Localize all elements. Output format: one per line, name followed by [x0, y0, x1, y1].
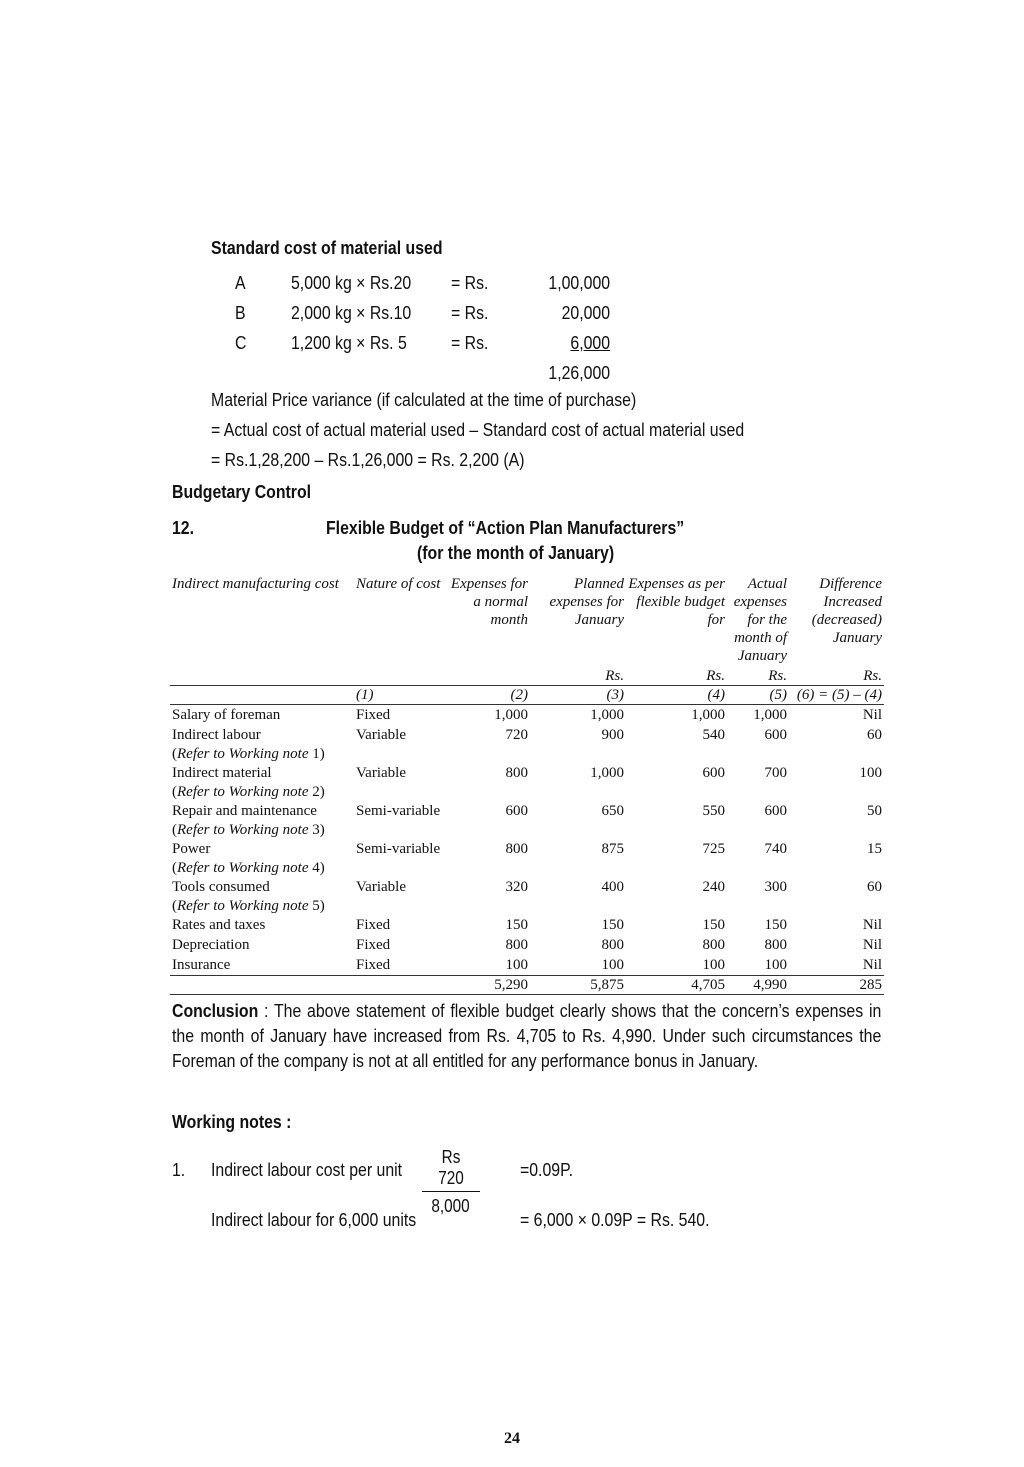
cost-cell: Tools consumed [172, 879, 270, 895]
table-row [170, 915, 884, 935]
normal-cell: 1,000 [494, 707, 528, 723]
standard-cost-row [0, 303, 1024, 327]
working-note-ref: (Refer to Working note 1) [172, 746, 325, 762]
difference-cell: Nil [862, 937, 882, 953]
normal-cell: 600 [505, 803, 528, 819]
actual-cell: 300 [764, 879, 787, 895]
flexible-cell: 725 [702, 841, 725, 857]
nature-cell: Variable [356, 879, 406, 895]
fraction-numerator: Rs 720 [422, 1147, 480, 1192]
nature-cell: Fixed [356, 957, 391, 973]
difference-cell: 60 [867, 879, 882, 895]
currency-cell [354, 667, 446, 686]
note-label: Indirect labour cost per unit [211, 1160, 403, 1180]
column-number: (2) [446, 686, 530, 705]
note-line2-label: Indirect labour for 6,000 units [211, 1210, 417, 1230]
note-line2-result: = 6,000 × 0.09P = Rs. 540. [520, 1210, 710, 1230]
standard-cost-row [0, 273, 1024, 297]
material-item: B [235, 303, 246, 323]
note-number: 1. [172, 1160, 186, 1180]
header-flexible: Expenses as per flexible budget for [628, 576, 725, 628]
total-planned: 5,875 [530, 976, 626, 995]
table-row [170, 877, 884, 897]
material-calc: 5,000 kg × Rs.20 [291, 273, 412, 293]
column-number: (5) [727, 686, 789, 705]
currency-cell: Rs. [768, 668, 787, 684]
header-nature: Nature of cost [356, 576, 441, 592]
planned-cell: 800 [601, 937, 624, 953]
planned-cell: 875 [601, 841, 624, 857]
header-difference: Difference Increased (decreased) January [811, 576, 882, 646]
normal-cell: 720 [505, 727, 528, 743]
standard-cost-heading: Standard cost of material used [211, 238, 443, 258]
flexible-cell: 600 [702, 765, 725, 781]
material-total: 1,26,000 [548, 363, 610, 383]
actual-cell: 600 [764, 727, 787, 743]
table-note-row [170, 897, 884, 915]
column-number: (1) [354, 686, 446, 705]
currency-cell [170, 667, 354, 686]
variance-line-3: = Rs.1,28,200 – Rs.1,26,000 = Rs. 2,200 (A) [211, 450, 525, 470]
problem-number: 12. [172, 518, 195, 538]
currency-row [170, 667, 884, 686]
cost-cell: Depreciation [172, 937, 250, 953]
cost-cell: Rates and taxes [172, 917, 266, 933]
working-note-ref: (Refer to Working note 2) [172, 784, 325, 800]
actual-cell: 100 [764, 957, 787, 973]
normal-cell: 800 [505, 937, 528, 953]
table-row [170, 955, 884, 976]
column-number-row [170, 686, 884, 705]
variance-line-2: = Actual cost of actual material used – Standard cost of actual material used [211, 420, 745, 440]
material-eq: = Rs. [451, 303, 489, 323]
difference-cell: 60 [867, 727, 882, 743]
table-row [170, 705, 884, 726]
cost-cell: Salary of foreman [172, 707, 281, 723]
flexible-cell: 240 [702, 879, 725, 895]
planned-cell: 1,000 [590, 765, 624, 781]
planned-cell: 150 [601, 917, 624, 933]
flexible-cell: 550 [702, 803, 725, 819]
nature-cell: Variable [356, 765, 406, 781]
currency-cell: Rs. [863, 668, 882, 684]
working-note-ref: (Refer to Working note 5) [172, 898, 325, 914]
actual-cell: 700 [764, 765, 787, 781]
conclusion-paragraph [172, 999, 882, 1074]
normal-cell: 150 [505, 917, 528, 933]
nature-cell: Fixed [356, 937, 391, 953]
table-note-row [170, 821, 884, 839]
table-row [170, 839, 884, 859]
standard-cost-row [0, 333, 1024, 357]
material-calc: 1,200 kg × Rs. 5 [291, 333, 407, 353]
table-row [170, 725, 884, 745]
cost-cell: Indirect material [172, 765, 272, 781]
cost-cell: Power [172, 841, 211, 857]
table-row [170, 801, 884, 821]
table-header-row [170, 575, 884, 667]
difference-cell: Nil [862, 957, 882, 973]
variance-line-1: Material Price variance (if calculated at the time of purchase) [211, 390, 637, 410]
table-note-row [170, 745, 884, 763]
material-eq: = Rs. [451, 333, 489, 353]
working-note-ref: (Refer to Working note 4) [172, 860, 325, 876]
table-row [170, 763, 884, 783]
note-ref-number: 5 [312, 898, 320, 914]
table-note-row [170, 783, 884, 801]
flexible-budget-table [170, 575, 884, 995]
flexible-cell: 800 [702, 937, 725, 953]
normal-cell: 100 [505, 957, 528, 973]
note-ref-number: 2 [312, 784, 320, 800]
cost-cell: Repair and maintenance [172, 803, 317, 819]
material-calc: 2,000 kg × Rs.10 [291, 303, 412, 323]
material-amount: 1,00,000 [548, 273, 610, 293]
actual-cell: 150 [764, 917, 787, 933]
material-eq: = Rs. [451, 273, 489, 293]
actual-cell: 600 [764, 803, 787, 819]
actual-cell: 800 [764, 937, 787, 953]
standard-cost-total-row [0, 363, 1024, 387]
note-ref-text: Refer to Working note [177, 898, 309, 914]
column-number: (4) [626, 686, 727, 705]
note-ref-text: Refer to Working note [177, 860, 309, 876]
actual-cell: 1,000 [753, 707, 787, 723]
page-number: 24 [504, 1430, 520, 1447]
note-ref-text: Refer to Working note [177, 784, 309, 800]
header-normal-month: Expenses for a normal month [450, 576, 528, 628]
cost-cell: Indirect labour [172, 727, 261, 743]
problem-title: Flexible Budget of “Action Plan Manufacturers” [326, 518, 685, 538]
normal-cell: 800 [505, 841, 528, 857]
total-difference: 285 [789, 976, 884, 995]
table-note-row [170, 859, 884, 877]
fraction-denominator: 8,000 [431, 1196, 471, 1216]
nature-cell: Semi-variable [356, 803, 441, 819]
header-actual: Actual expenses for the month of January [733, 576, 787, 664]
material-amount: 6,000 [570, 333, 610, 353]
material-item: A [235, 273, 246, 293]
section-heading: Budgetary Control [172, 482, 312, 502]
currency-cell [446, 667, 530, 686]
nature-cell: Variable [356, 727, 406, 743]
difference-cell: 100 [859, 765, 882, 781]
column-number [170, 686, 354, 705]
currency-cell: Rs. [605, 668, 624, 684]
total-flexible: 4,705 [626, 976, 727, 995]
problem-subtitle: (for the month of January) [417, 543, 615, 563]
table-row [170, 935, 884, 955]
normal-cell: 800 [505, 765, 528, 781]
total-normal: 5,290 [446, 976, 530, 995]
flexible-cell: 540 [702, 727, 725, 743]
header-indirect-cost: Indirect manufacturing cost [172, 576, 339, 592]
column-number: (3) [530, 686, 626, 705]
note-ref-text: Refer to Working note [177, 746, 309, 762]
normal-cell: 320 [505, 879, 528, 895]
flexible-cell: 150 [702, 917, 725, 933]
planned-cell: 100 [601, 957, 624, 973]
planned-cell: 1,000 [590, 707, 624, 723]
nature-cell: Fixed [356, 917, 391, 933]
planned-cell: 650 [601, 803, 624, 819]
nature-cell: Semi-variable [356, 841, 441, 857]
note-ref-text: Refer to Working note [177, 822, 309, 838]
planned-cell: 900 [601, 727, 624, 743]
note-ref-number: 3 [312, 822, 320, 838]
header-planned: Planned expenses for January [549, 576, 624, 628]
note-ref-number: 1 [312, 746, 320, 762]
conclusion-label: Conclusion [172, 1001, 259, 1021]
flexible-cell: 100 [702, 957, 725, 973]
difference-cell: Nil [862, 707, 882, 723]
currency-cell: Rs. [706, 668, 725, 684]
material-amount: 20,000 [561, 303, 610, 323]
difference-cell: Nil [862, 917, 882, 933]
column-number: (6) = (5) – (4) [789, 686, 884, 705]
note-result: =0.09P. [520, 1160, 574, 1180]
total-actual: 4,990 [727, 976, 789, 995]
note-ref-number: 4 [312, 860, 320, 876]
nature-cell: Fixed [356, 707, 391, 723]
flexible-cell: 1,000 [691, 707, 725, 723]
difference-cell: 15 [867, 841, 882, 857]
working-note-ref: (Refer to Working note 3) [172, 822, 325, 838]
fraction [422, 1147, 480, 1217]
working-notes-heading: Working notes : [172, 1112, 292, 1132]
conclusion-text: : The above statement of flexible budget clearly shows that the concern’s expenses in the month of January have increased from Rs. 4,705 to Rs. 4,990. Under such circumstances the Foreman of the company is not at all entitled for any performance bonus in January. [172, 1001, 882, 1071]
planned-cell: 400 [601, 879, 624, 895]
cost-cell: Insurance [172, 957, 231, 973]
actual-cell: 740 [764, 841, 787, 857]
totals-row [170, 976, 884, 995]
difference-cell: 50 [867, 803, 882, 819]
material-item: C [235, 333, 247, 353]
